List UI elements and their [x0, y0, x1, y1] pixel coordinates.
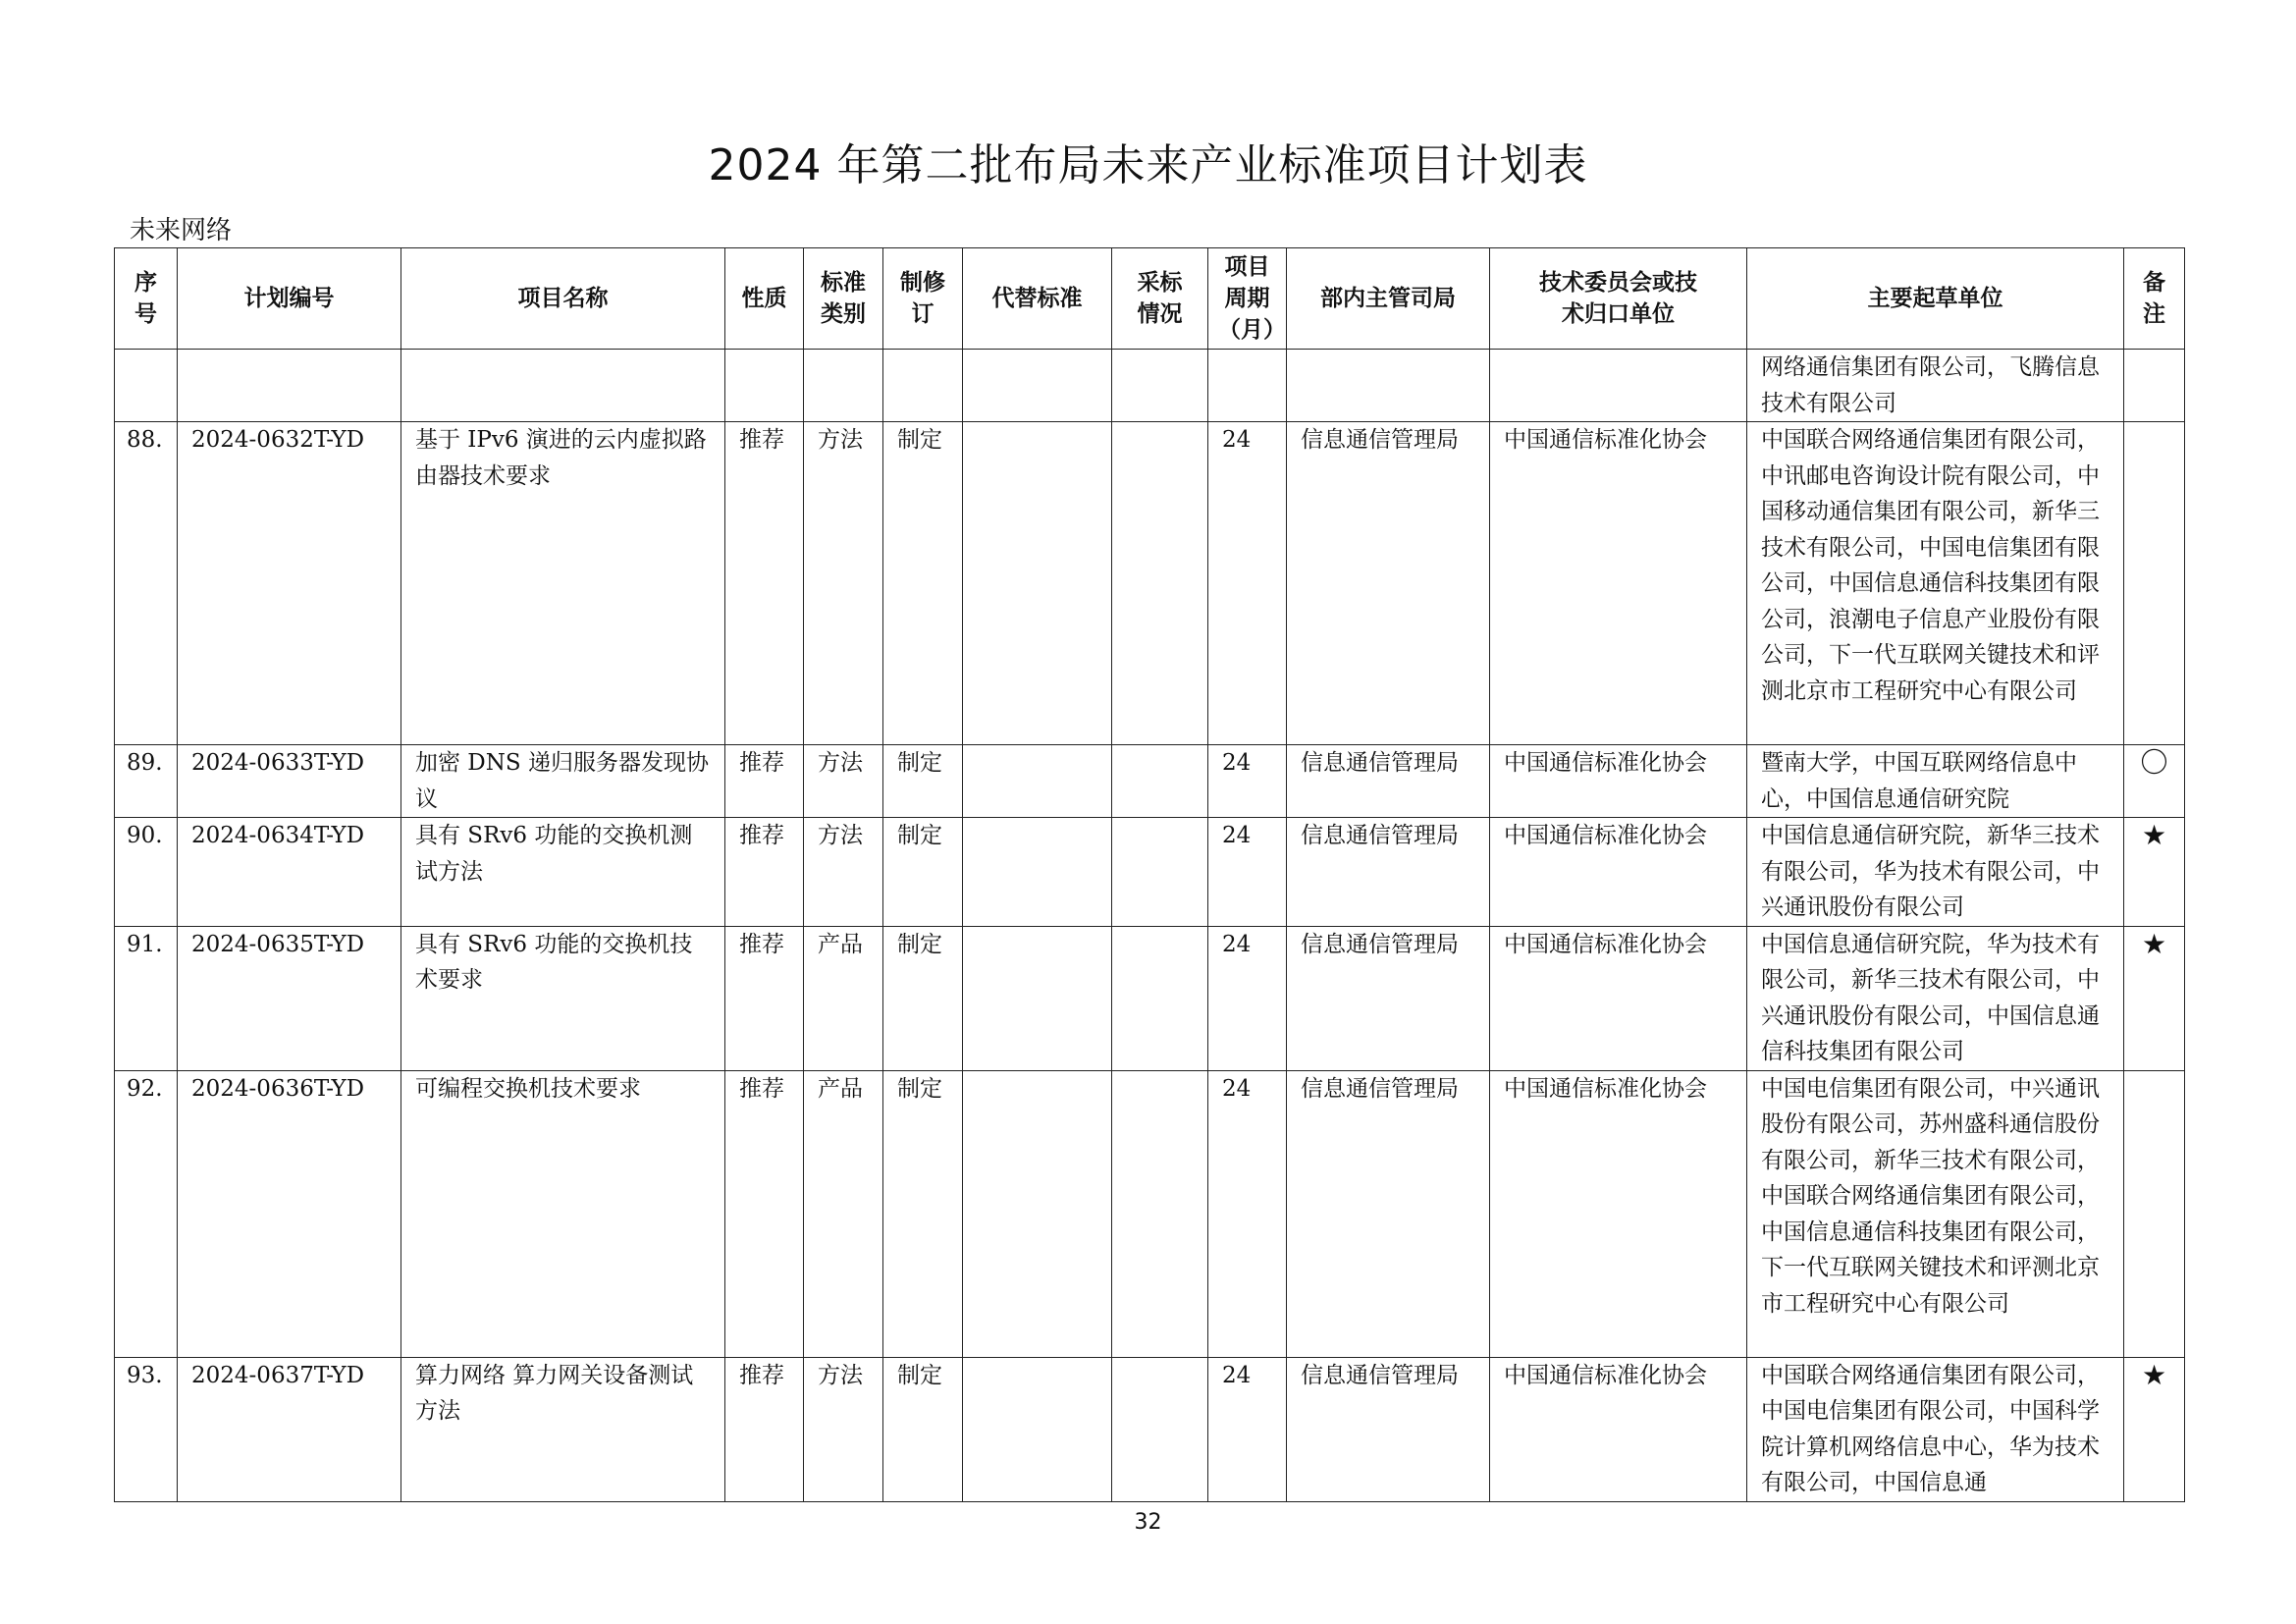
- cell-drafters: 暨南大学，中国互联网络信息中心，中国信息通信研究院: [1747, 745, 2124, 818]
- cell-adopt: [1112, 745, 1208, 818]
- cell-name: 加密 DNS 递归服务器发现协议: [401, 745, 725, 818]
- cell-period: 24: [1208, 926, 1287, 1070]
- cell-adopt: [1112, 422, 1208, 745]
- cell-name: 基于 IPv6 演进的云内虚拟路由器技术要求: [401, 422, 725, 745]
- cell-dept: 信息通信管理局: [1287, 422, 1490, 745]
- cell-committee: 中国通信标准化协会: [1490, 1357, 1747, 1501]
- table-row: [115, 422, 2185, 745]
- cell-plan-no: 2024-0634T-YD: [178, 818, 401, 927]
- cell-empty: [1490, 350, 1747, 422]
- cell-std-type: 方法: [804, 818, 883, 927]
- header-plan-no: 计划编号: [178, 248, 401, 350]
- table-row: [115, 818, 2185, 927]
- cell-revision: 制定: [883, 422, 963, 745]
- cell-empty: [2124, 350, 2185, 422]
- cell-drafters: 中国信息通信研究院，华为技术有限公司，新华三技术有限公司，中兴通讯股份有限公司，中国信息通信科技集团有限公司: [1747, 926, 2124, 1070]
- cell-replace: [963, 745, 1112, 818]
- cell-remarks: ★: [2124, 926, 2185, 1070]
- cell-revision: 制定: [883, 1357, 963, 1501]
- cell-nature: 推荐: [725, 818, 804, 927]
- cell-adopt: [1112, 1357, 1208, 1501]
- standards-plan-table: [114, 247, 2185, 1502]
- cell-revision: 制定: [883, 926, 963, 1070]
- cell-revision: 制定: [883, 818, 963, 927]
- cell-adopt: [1112, 818, 1208, 927]
- header-adopt: 采标情况: [1112, 248, 1208, 350]
- cell-nature: 推荐: [725, 926, 804, 1070]
- cell-nature: 推荐: [725, 1357, 804, 1501]
- cell-name: 具有 SRv6 功能的交换机测试方法: [401, 818, 725, 927]
- cell-empty: [178, 350, 401, 422]
- cell-replace: [963, 818, 1112, 927]
- header-drafters: 主要起草单位: [1747, 248, 2124, 350]
- cell-committee: 中国通信标准化协会: [1490, 926, 1747, 1070]
- cell-seq: 91.: [115, 926, 178, 1070]
- cell-adopt: [1112, 1070, 1208, 1357]
- header-replace: 代替标准: [963, 248, 1112, 350]
- cell-seq: 93.: [115, 1357, 178, 1501]
- cell-plan-no: 2024-0633T-YD: [178, 745, 401, 818]
- cell-revision: 制定: [883, 1070, 963, 1357]
- cell-empty: [115, 350, 178, 422]
- cell-plan-no: 2024-0637T-YD: [178, 1357, 401, 1501]
- cell-empty: [883, 350, 963, 422]
- cell-nature: 推荐: [725, 1070, 804, 1357]
- header-remarks: 备注: [2124, 248, 2185, 350]
- cell-plan-no: 2024-0636T-YD: [178, 1070, 401, 1357]
- cell-remarks: [2124, 1070, 2185, 1357]
- cell-std-type: 产品: [804, 1070, 883, 1357]
- cell-dept: 信息通信管理局: [1287, 1070, 1490, 1357]
- cell-adopt: [1112, 926, 1208, 1070]
- cell-std-type: 产品: [804, 926, 883, 1070]
- cell-empty: [804, 350, 883, 422]
- table-row: [115, 926, 2185, 1070]
- category-label: 未来网络: [130, 216, 233, 245]
- page-number: 32: [1134, 1510, 1162, 1535]
- cell-std-type: 方法: [804, 745, 883, 818]
- cell-plan-no: 2024-0632T-YD: [178, 422, 401, 745]
- table-row-continuation: [115, 350, 2185, 422]
- page-title: 2024 年第二批布局未来产业标准项目计划表: [708, 140, 1588, 190]
- table-row: [115, 1357, 2185, 1501]
- cell-period: 24: [1208, 745, 1287, 818]
- cell-name: 具有 SRv6 功能的交换机技术要求: [401, 926, 725, 1070]
- table-header-row: [115, 248, 2185, 350]
- cell-drafters: 中国联合网络通信集团有限公司，中讯邮电咨询设计院有限公司，中国移动通信集团有限公司，新华三技术有限公司，中国电信集团有限公司，中国信息通信科技集团有限公司，浪潮电子信息产业股份有限公司，下一代互联网关键技术和评测北京市工程研究中心有限公司: [1747, 422, 2124, 745]
- cell-seq: 90.: [115, 818, 178, 927]
- cell-nature: 推荐: [725, 745, 804, 818]
- cell-empty: [401, 350, 725, 422]
- cell-revision: 制定: [883, 745, 963, 818]
- cell-empty: [725, 350, 804, 422]
- cell-period: 24: [1208, 818, 1287, 927]
- cell-nature: 推荐: [725, 422, 804, 745]
- header-dept: 部内主管司局: [1287, 248, 1490, 350]
- cell-name: 算力网络 算力网关设备测试方法: [401, 1357, 725, 1501]
- cell-replace: [963, 1357, 1112, 1501]
- cell-drafters: 中国电信集团有限公司，中兴通讯股份有限公司，苏州盛科通信股份有限公司，新华三技术有限公司，中国联合网络通信集团有限公司，中国信息通信科技集团有限公司，下一代互联网关键技术和评测北京市工程研究中心有限公司: [1747, 1070, 2124, 1357]
- cell-dept: 信息通信管理局: [1287, 745, 1490, 818]
- cell-std-type: 方法: [804, 422, 883, 745]
- header-std-type: 标准类别: [804, 248, 883, 350]
- cell-committee: 中国通信标准化协会: [1490, 745, 1747, 818]
- cell-drafters: 网络通信集团有限公司，飞腾信息技术有限公司: [1747, 350, 2124, 422]
- cell-remarks: [2124, 422, 2185, 745]
- cell-empty: [963, 350, 1112, 422]
- cell-name: 可编程交换机技术要求: [401, 1070, 725, 1357]
- cell-remarks: 〇: [2124, 745, 2185, 818]
- cell-seq: 88.: [115, 422, 178, 745]
- cell-seq: 89.: [115, 745, 178, 818]
- cell-drafters: 中国信息通信研究院，新华三技术有限公司，华为技术有限公司，中兴通讯股份有限公司: [1747, 818, 2124, 927]
- cell-std-type: 方法: [804, 1357, 883, 1501]
- cell-dept: 信息通信管理局: [1287, 818, 1490, 927]
- cell-dept: 信息通信管理局: [1287, 926, 1490, 1070]
- header-name: 项目名称: [401, 248, 725, 350]
- cell-seq: 92.: [115, 1070, 178, 1357]
- header-seq: 序号: [115, 248, 178, 350]
- cell-dept: 信息通信管理局: [1287, 1357, 1490, 1501]
- cell-plan-no: 2024-0635T-YD: [178, 926, 401, 1070]
- cell-replace: [963, 926, 1112, 1070]
- cell-period: 24: [1208, 422, 1287, 745]
- cell-period: 24: [1208, 1070, 1287, 1357]
- cell-committee: 中国通信标准化协会: [1490, 422, 1747, 745]
- cell-empty: [1208, 350, 1287, 422]
- cell-empty: [1112, 350, 1208, 422]
- table-row: [115, 1070, 2185, 1357]
- header-revision: 制修订: [883, 248, 963, 350]
- table-row: [115, 745, 2185, 818]
- cell-replace: [963, 422, 1112, 745]
- cell-drafters: 中国联合网络通信集团有限公司，中国电信集团有限公司，中国科学院计算机网络信息中心，华为技术有限公司，中国信息通: [1747, 1357, 2124, 1501]
- header-nature: 性质: [725, 248, 804, 350]
- cell-committee: 中国通信标准化协会: [1490, 1070, 1747, 1357]
- cell-replace: [963, 1070, 1112, 1357]
- cell-period: 24: [1208, 1357, 1287, 1501]
- header-committee: 技术委员会或技术归口单位: [1490, 248, 1747, 350]
- cell-remarks: ★: [2124, 1357, 2185, 1501]
- header-period: 项目周期（月）: [1208, 248, 1287, 350]
- cell-empty: [1287, 350, 1490, 422]
- cell-committee: 中国通信标准化协会: [1490, 818, 1747, 927]
- cell-remarks: ★: [2124, 818, 2185, 927]
